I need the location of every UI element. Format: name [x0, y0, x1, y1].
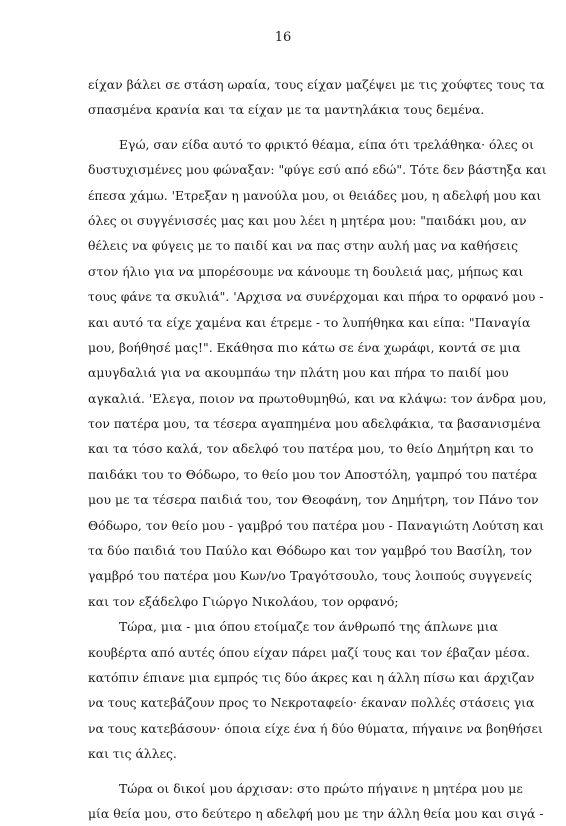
text-line: παιδάκι του το Θόδωρο, το θείο μου τον Αποστόλη, γαμπρό του πατέρα — [88, 466, 538, 482]
paragraph-start-line: Τώρα, μια - μια όπου ετοίμαζε τον άνθρωπό της άπλωνε μια — [119, 619, 498, 635]
text-line: σπασμένα κρανία και τα είχαν με τα μαντηλάκια τους δεμένα. — [88, 102, 485, 118]
text-line: και τα τόσο καλά, τον αδελφό του πατέρα μου, το θείο Δημήτρη και το — [88, 441, 534, 457]
text-line: να τους κατεβάσουν· όποια είχε ένα ή δύο θύματα, πήγαινε να βοηθήσει — [88, 720, 543, 736]
text-line: τον πατέρα μου, τα τέσερα αγαπημένα μου αδελφάκια, τα βασανισμένα — [88, 416, 541, 432]
text-line: γαμβρό του πατέρα μου Κων/νο Τραγότσουλο, τους λοιπούς συγγενείς — [88, 568, 532, 584]
text-line: μου, βοήθησέ μας!". Εκάθησα πιο κάτω σε ένα χωράφι, κοντά σε μια — [88, 339, 521, 355]
text-line: αμυγδαλιά για να ακουμπάω την πλάτη μου και πήρα το παιδί μου — [88, 365, 509, 381]
paragraph-start-line: Τώρα οι δικοί μου άρχισαν: στο πρώτο πήγαινε η μητέρα μου με — [119, 780, 523, 796]
page-number: 16 — [274, 30, 292, 45]
text-line: και τις άλλες. — [88, 746, 177, 762]
text-line: να τους κατεβάζουν προς το Νεκροταφείο· έκαναν πολλές στάσεις για — [88, 695, 535, 711]
text-line: τους φάνε τα σκυλιά". 'Αρχισα να συνέρχομαι και πήρα το ορφανό μου - — [88, 289, 544, 305]
text-line: θέλεις να φύγεις με το παιδί και να πας στην αυλή μας να καθήσεις — [88, 238, 519, 254]
text-line: μου με τα τέσερα παιδιά του, τον Θεοφάνη, τον Δημήτρη, τον Πάνο τον — [88, 492, 539, 508]
text-line: στον ήλιο για να μπορέσουμε να κάνουμε τη δουλειά μας, μήπως και — [88, 263, 524, 279]
text-line: και τον εξάδελφο Γιώργο Νικολάου, τον ορφανό; — [88, 593, 399, 609]
text-line: και αυτό τα είχε χαμένα και έτρεμε - το λυπήθηκα και είπα: "Παναγία — [88, 314, 531, 330]
text-line: τα δύο παιδιά του Παύλο και Θόδωρο και τον γαμβρό του Βασίλη, τον — [88, 543, 532, 559]
text-line: δυστυχισμένες μου φώναξαν: "φύγε εσύ από εδώ". Τότε δεν βάστηξα και — [88, 162, 547, 178]
text-line: είχαν βάλει σε στάση ωραία, τους είχαν μαζέψει με τις χούφτες τους τα — [88, 77, 545, 92]
text-line: κουβέρτα από αυτές όπου είχαν πάρει μαζί τους και τον έβαζαν μέσα. — [88, 644, 530, 660]
text-line: αγκαλιά. 'Ελεγα, ποιον να πρωτοθυμηθώ, και να κλάψω: τον άνδρα μου, — [88, 390, 547, 406]
text-line: Θόδωρο, τον θείο μου - γαμβρό του πατέρα μου - Παναγιώτη Λούτση και — [88, 517, 545, 533]
text-line: μία θεία μου, στο δεύτερο η αδελφή μου με την άλλη θεία μου και σιγά - — [88, 805, 544, 821]
paragraph-start-line: Εγώ, σαν είδα αυτό το φρικτό θέαμα, είπα ότι τρελάθηκα· όλες οι — [119, 136, 534, 152]
text-line: έπεσα χάμω. 'Ετρεξαν η μανούλα μου, οι θειάδες μου, η αδελφή μου και — [88, 187, 542, 203]
body-text — [88, 72, 547, 826]
text-line: όλες οι συγγένισσές μας και μου λέει η μητέρα μου: "παιδάκι μου, αν — [88, 212, 527, 228]
text-line: κατόπιν έπιανε μια εμπρός τις δύο άκρες και η άλλη πίσω και άρχιζαν — [88, 669, 535, 685]
